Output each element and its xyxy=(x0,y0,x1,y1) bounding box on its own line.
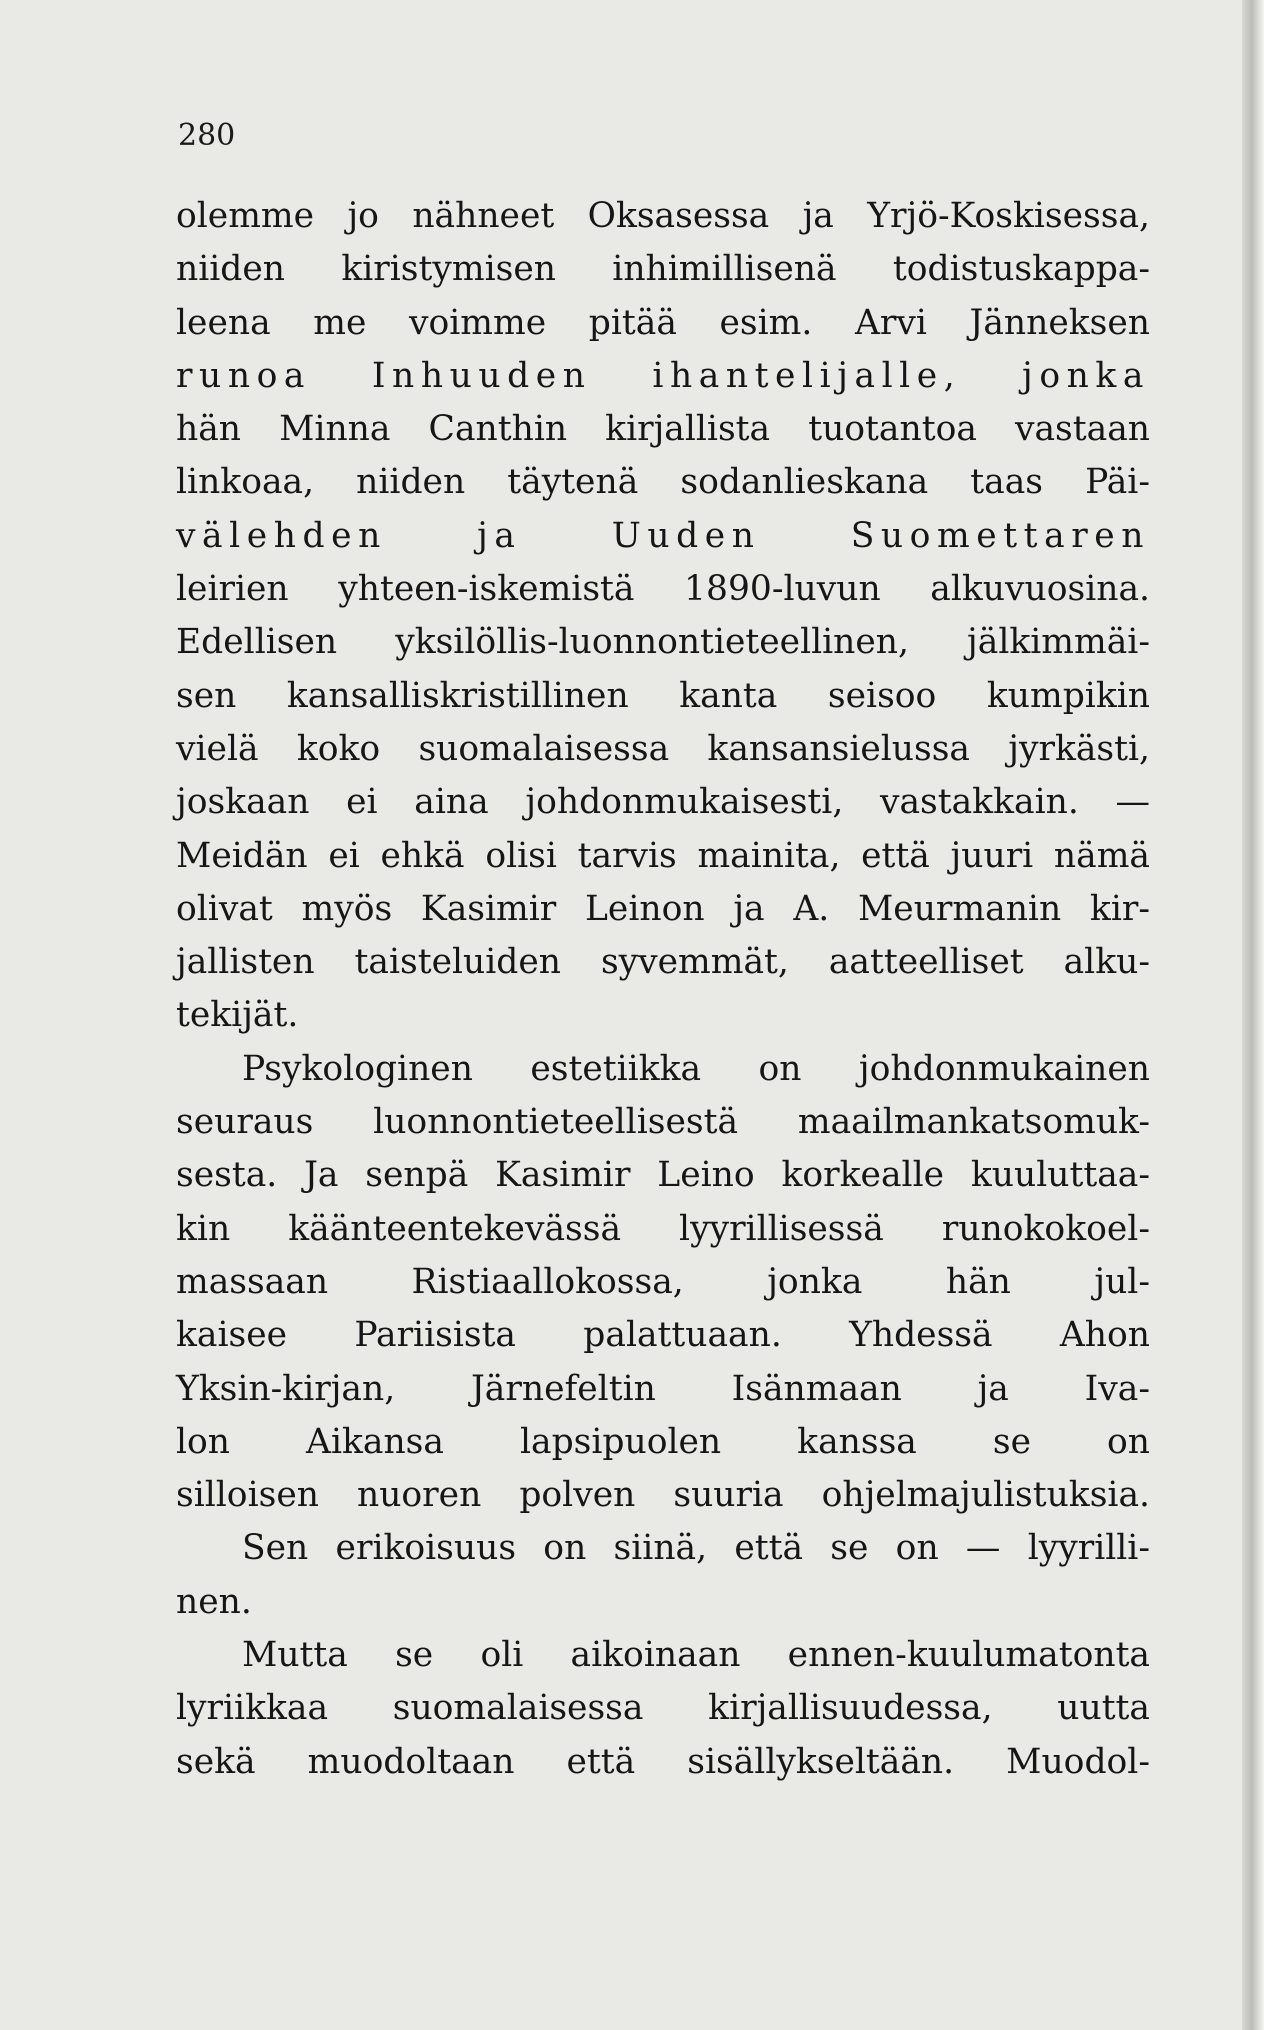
text-line: leena me voimme pitää esim. Arvi Jänneksen xyxy=(176,302,1150,343)
text-line: välehden ja Uuden Suomettaren xyxy=(176,515,1150,556)
text-line: Edellisen yksilöllis-luonnontieteellinen, jälkimmäi- xyxy=(176,622,1150,663)
text-line: silloisen nuoren polven suuria ohjelmajulistuksia. xyxy=(176,1475,1150,1516)
text-line: kaisee Pariisista palattuaan. Yhdessä Ahon xyxy=(176,1315,1150,1356)
text-line: vielä koko suomalaisessa kansansielussa jyrkästi, xyxy=(176,728,1150,769)
text-line: massaan Ristiaallokossa, jonka hän jul- xyxy=(176,1261,1150,1302)
text-line: lyriikkaa suomalaisessa kirjallisuudessa, uutta xyxy=(176,1688,1150,1729)
text-line: niiden kiristymisen inhimillisenä todistuskappa- xyxy=(176,249,1150,290)
text-line: olivat myös Kasimir Leinon ja A. Meurmanin kir- xyxy=(176,888,1150,929)
text-line: nen. xyxy=(176,1581,252,1622)
text-line: Sen erikoisuus on siinä, että se on — lyyrilli- xyxy=(242,1528,1150,1569)
text-line: lon Aikansa lapsipuolen kanssa se on xyxy=(176,1421,1150,1462)
text-line: sekä muodoltaan että sisällykseltään. Muodol- xyxy=(176,1741,1150,1782)
text-line: Psykologinen estetiikka on johdonmukainen xyxy=(242,1048,1150,1089)
text-line: Meidän ei ehkä olisi tarvis mainita, että juuri nämä xyxy=(176,835,1150,876)
text-line: jallisten taisteluiden syvemmät, aatteelliset alku- xyxy=(176,942,1150,983)
text-line: Mutta se oli aikoinaan ennen-kuulumatonta xyxy=(242,1635,1150,1676)
text-line: joskaan ei aina johdonmukaisesti, vastakkain. — xyxy=(176,782,1150,823)
page-number: 280 xyxy=(178,118,236,153)
text-line: olemme jo nähneet Oksasessa ja Yrjö-Koskisessa, xyxy=(176,196,1150,236)
text-line: leirien yhteen-iskemistä 1890-luvun alkuvuosina. xyxy=(176,569,1150,610)
body-text xyxy=(176,190,1150,1789)
text-line: runoa Inhuuden ihantelijalle, jonka xyxy=(176,355,1150,396)
page-edge-shadow xyxy=(1242,0,1264,2030)
text-line: sen kansalliskristillinen kanta seisoo kumpikin xyxy=(176,675,1150,716)
text-line: kin käänteentekevässä lyyrillisessä runokokoel- xyxy=(176,1208,1150,1249)
text-line: sesta. Ja senpä Kasimir Leino korkealle kuuluttaa- xyxy=(176,1155,1150,1196)
text-line: seuraus luonnontieteellisestä maailmankatsomuk- xyxy=(176,1102,1150,1143)
text-line: Yksin-kirjan, Järnefeltin Isänmaan ja Iva- xyxy=(176,1368,1150,1409)
text-line: hän Minna Canthin kirjallista tuotantoa vastaan xyxy=(176,409,1150,450)
text-line: tekijät. xyxy=(176,995,299,1036)
text-line: linkoaa, niiden täytenä sodanlieskana taas Päi- xyxy=(176,462,1150,503)
